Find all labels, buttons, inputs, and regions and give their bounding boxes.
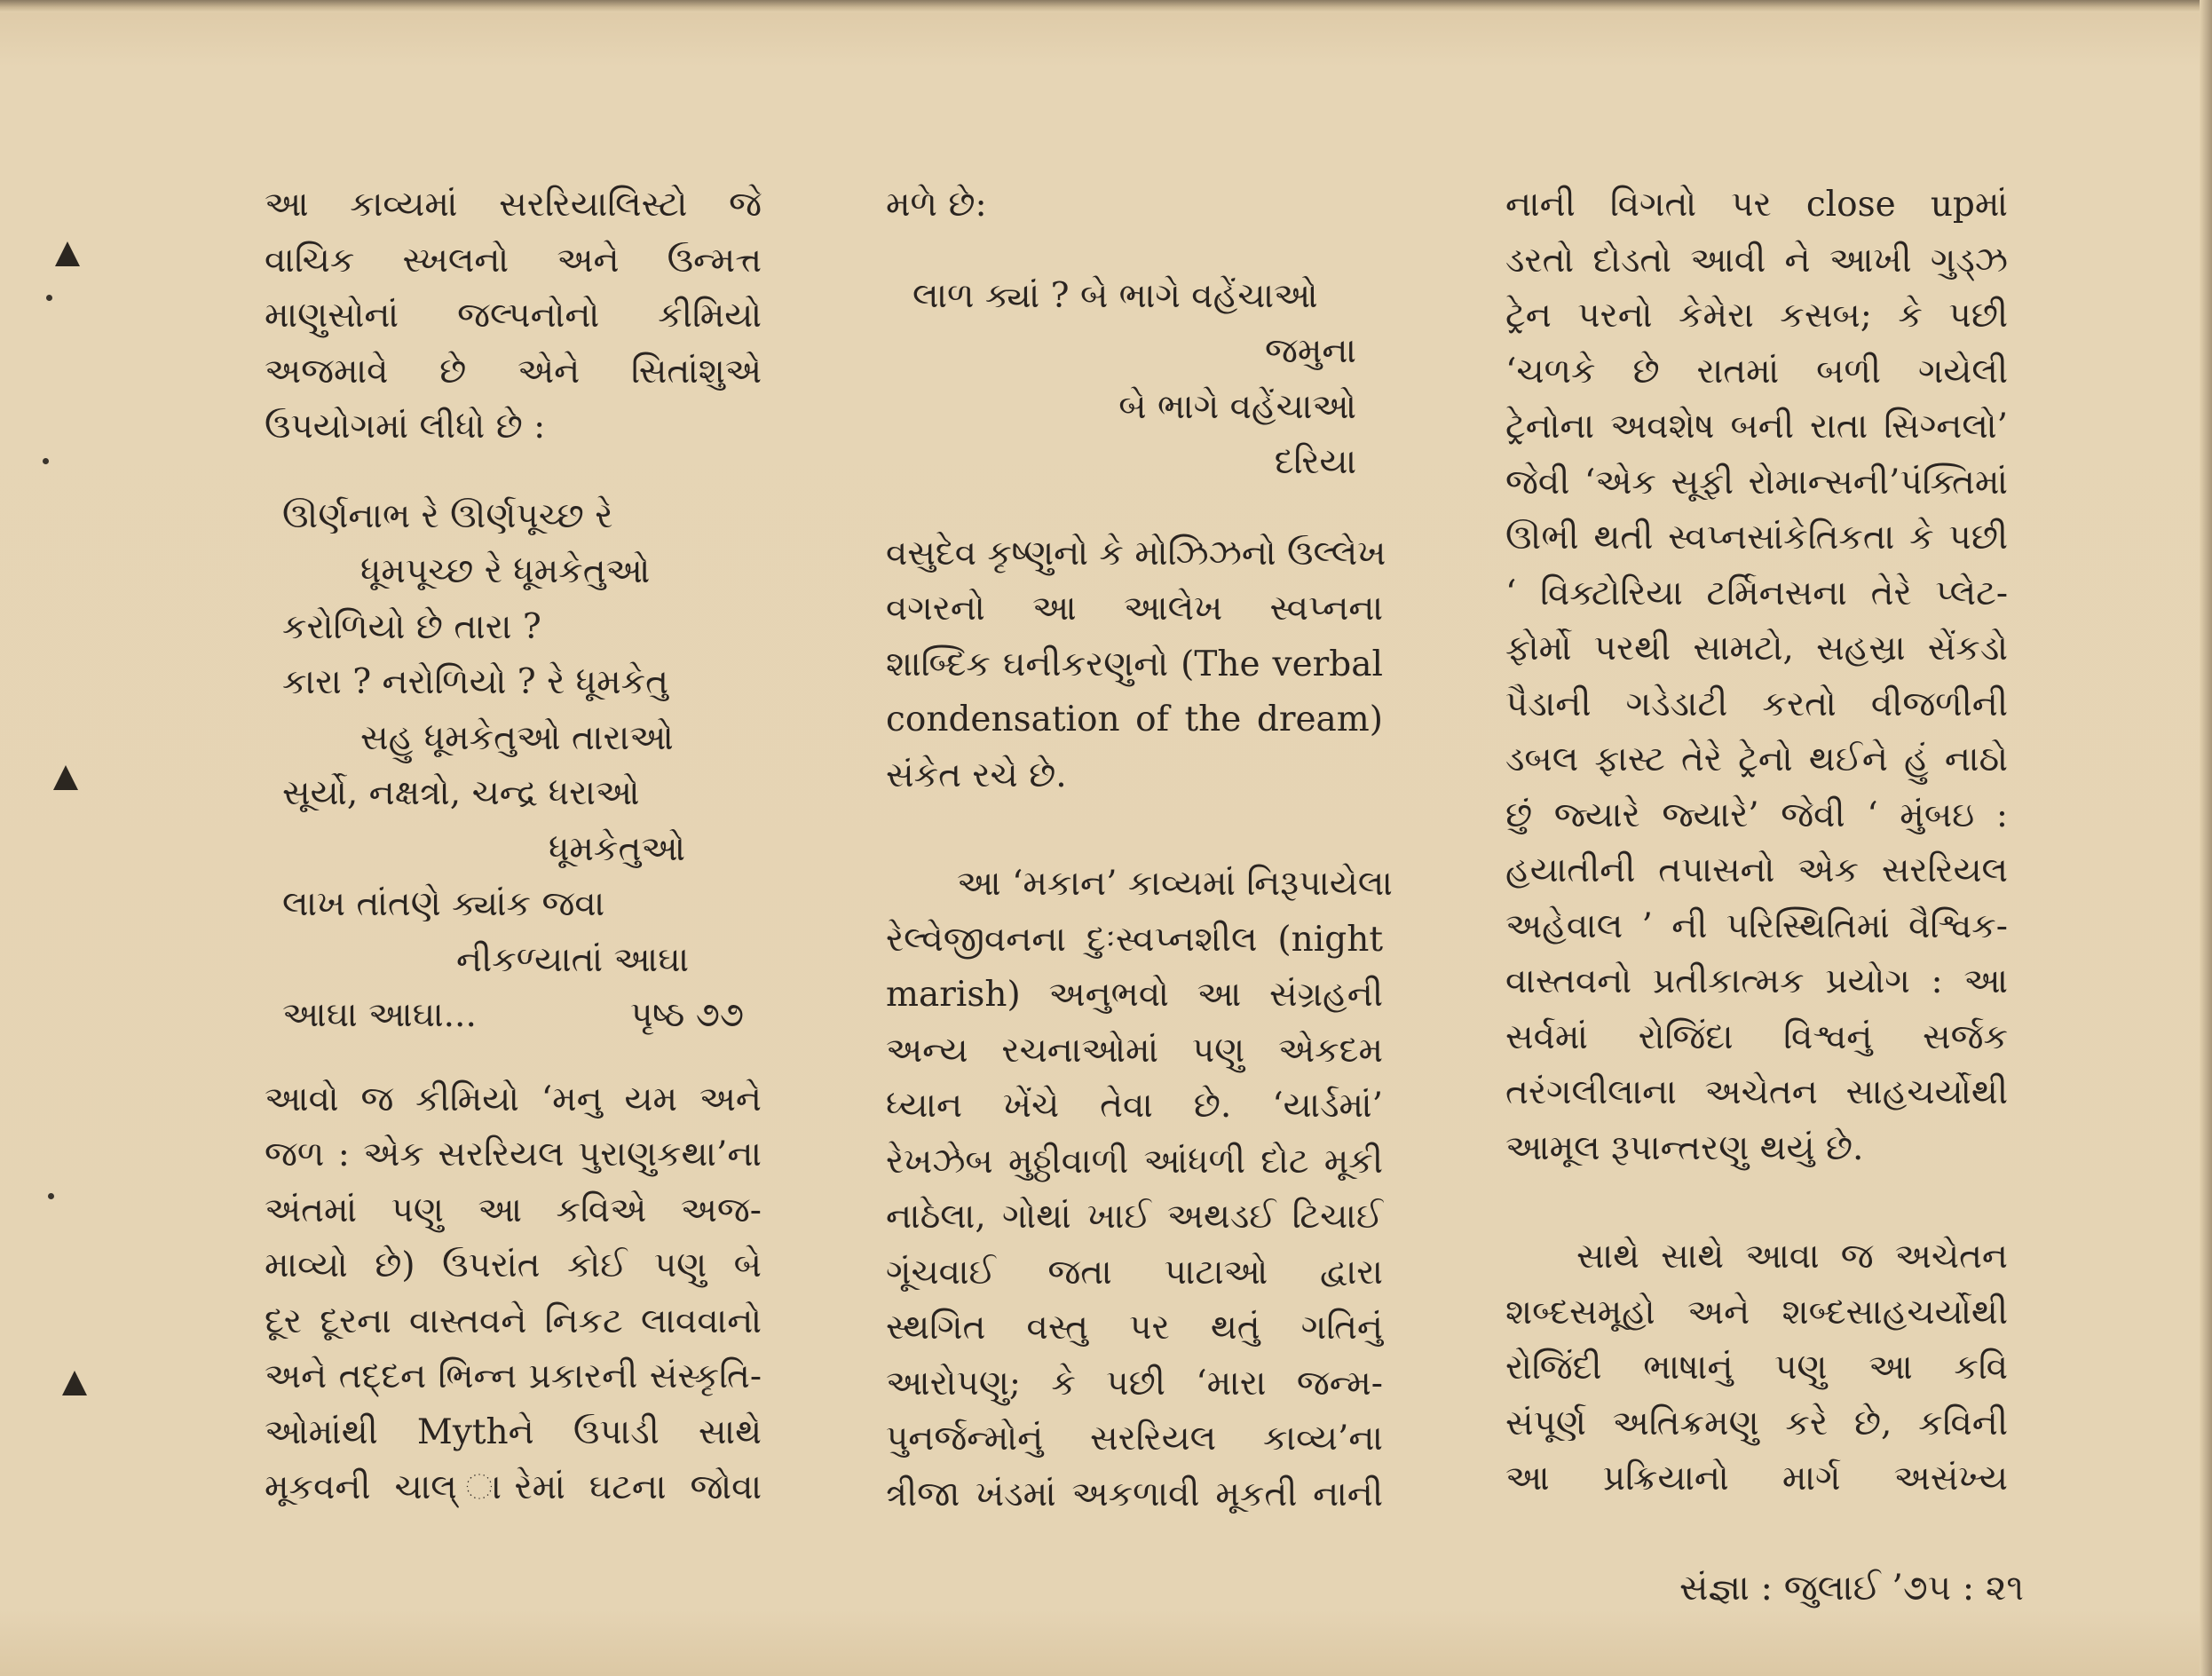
poem-line: બે ભાગે વહેંચાઓ: [1118, 386, 1356, 427]
text-line: જેવી ‘એક સૂફી રોમાન્સની’પંક્તિમાં: [1505, 462, 2008, 502]
text-line: અને તદ્દન ભિન્ન પ્રકારની સંસ્કૃતિ-: [265, 1356, 762, 1396]
text-line: રેખઝેબ મુઠ્ઠીવાળી આંધળી દોટ મૂકી: [886, 1141, 1383, 1182]
text-line: આરોપણુ; કે પછી ‘મારા જન્મ-: [886, 1363, 1383, 1403]
text-line: મૂકવની ચાલ્ ારેમાં ઘટના જોવા: [265, 1467, 762, 1507]
margin-dot: [48, 1193, 54, 1199]
text-line: ફોર્મો પરથી સામટો, સહસ્રા સેંકડો: [1505, 628, 2008, 668]
page-right-edge: [2200, 0, 2212, 1676]
page-top-edge: [0, 0, 2212, 12]
margin-dot: [43, 458, 49, 464]
text-line: ‘ વિક્ટોરિયા ટર્મિનસના તેરે પ્લેટ-: [1505, 573, 2008, 613]
text-line: તરંગલીલાના અચેતન સાહચર્યોથી: [1505, 1072, 2008, 1112]
text-line: ડરતો દોડતો આવી ને આખી ગુડ્ઝ: [1505, 240, 2008, 281]
text-line: ‘ચળકે છે રાતમાં બળી ગયેલી: [1505, 351, 2008, 391]
right-paragraph-2: [1505, 1229, 2008, 1507]
text-line: અહેવાલ ’ ની પરિસ્થિતિમાં વૈશ્વિક-: [1505, 905, 2008, 946]
text-line: સર્વમાં રોજિંદા વિશ્વનું સર્જક: [1505, 1016, 2008, 1057]
text-line: નાઠેલા, ગોથાં ખાઈ અથડઈ ટિચાઈ: [886, 1197, 1383, 1237]
text-line: marish) અનુભવો આ સંગ્રહની: [886, 975, 1383, 1015]
column-middle: [886, 178, 1393, 1522]
binding-hole-mark: [62, 1371, 87, 1395]
text-line: ઉપયોગમાં લીધો છે :: [265, 407, 546, 447]
text-line: માવ્યો છે) ઉપરાંત કોઈ પણુ બે: [265, 1245, 762, 1285]
text-line: ઓમાંથી Mythને ઉપાડી સાથે: [265, 1411, 762, 1452]
left-intro-paragraph: [265, 178, 762, 455]
text-line: વાસ્તવનો પ્રતીકાત્મક પ્રયોગ : આ: [1505, 961, 2008, 1001]
text-line: સ્થગિત વસ્તુ પર થતું ગતિનું: [886, 1308, 1383, 1348]
text-line: condensation of the dream): [886, 700, 1383, 739]
text-line: ટ્રેનોના અવશેષ બની રાતા સિગ્નલો’: [1505, 407, 2008, 447]
text-line: સંકેત રચે છે.: [886, 755, 1067, 795]
text-line: આ કાવ્યમાં સરરિયાલિસ્ટો જે: [265, 185, 762, 225]
text-line: માણુસોનાં જલ્પનોનો કીમિયો: [265, 296, 762, 336]
text-line: વગરનો આ આલેખ સ્વપ્નના: [886, 589, 1383, 628]
middle-poem-quote: [912, 269, 1383, 491]
text-line: સંપૂર્ણ અતિક્રમણુ કરે છે, કવિની: [1505, 1403, 2008, 1443]
column-right: [1505, 178, 2008, 1507]
text-line: ધ્યાન ખેંચે તેવા છે. ‘યાર્ડમાં’: [886, 1086, 1383, 1126]
text-line: હયાતીની તપાસનો એક સરરિયલ: [1505, 850, 2008, 890]
text-line: અજમાવે છે એને સિતાંશુએ: [265, 351, 762, 391]
text-line: નાની વિગતો પર close upમાં: [1505, 185, 2008, 225]
poem-line: ધૂમપૂચ્છ રે ધૂમકેતુઓ: [360, 551, 651, 591]
page-reference: પૃષ્ઠ ૭૭: [630, 995, 744, 1035]
text-line: ઊભી થતી સ્વપ્નસાંકેતિકતા કે પછી: [1505, 518, 2008, 557]
text-line: ટ્રેન પરનો કેમેરા કસબ; કે પછી: [1505, 296, 2008, 336]
binding-hole-mark: [53, 765, 78, 790]
binding-hole-mark: [55, 241, 80, 266]
text-line: આમૂલ રૂપાન્તરણુ થયું છે.: [1505, 1127, 1864, 1168]
text-line: પૈડાની ગડેડાટી કરતો વીજળીની: [1505, 684, 2008, 724]
text-line: દૂર દૂરના વાસ્તવને નિકટ લાવવાનો: [265, 1300, 762, 1341]
poem-line: નીકળ્યાતાં આઘા: [456, 939, 690, 980]
poem-last-line: [282, 988, 762, 1044]
poem-line: ધૂમકેતુઓ: [549, 828, 685, 869]
margin-dot: [46, 295, 52, 301]
poem-line: દરિયા: [1274, 442, 1356, 482]
text-line: વાચિક સ્ખલનો અને ઉન્મત્ત: [265, 240, 762, 281]
text-line: ગૂંચવાઈ જતા પાટાઓ દ્વારા: [886, 1252, 1383, 1293]
poem-line: લાખ તાંતણે ક્યાંક જવા: [282, 884, 605, 924]
middle-lead: [886, 178, 1383, 233]
text-line: મળે છે:: [886, 185, 987, 225]
text-line: અંતમાં પણુ આ કવિએ અજ-: [265, 1190, 762, 1230]
text-line: આ પ્રક્રિયાનો માર્ગ અસંખ્ય: [1505, 1459, 2008, 1498]
text-line: શાબ્દિક ઘનીકરણુનો (The verbal: [886, 644, 1383, 684]
text-line: આવો જ કીમિયો ‘મનુ યમ અને: [265, 1079, 762, 1119]
text-line: જળ : એક સરરિયલ પુરાણુકથા’ના: [265, 1134, 762, 1174]
text-line: રેલ્વેજીવનના દુઃસ્વપ્નશીલ (night: [886, 919, 1383, 960]
poem-line: કરોળિયો છે તારા ?: [282, 606, 541, 647]
text-line: છું જ્યારે જ્યારે’ જેવી ‘ મુંબઇ :: [1505, 795, 2008, 835]
poem-line: સહુ ધૂમકેતુઓ તારાઓ: [360, 717, 674, 758]
poem-line: આઘા આઘા...: [282, 995, 477, 1035]
middle-paragraph-1: [886, 526, 1386, 804]
text-line: રોજિંદી ભાષાનું પણુ આ કવિ: [1505, 1348, 2008, 1387]
text-line: આ ‘મકાન’ કાવ્યમાં નિરૂપાયેલા: [957, 864, 1393, 904]
poem-line: ઊર્ણનાભ રે ઊર્ણપૂચ્છ રે: [282, 495, 613, 536]
text-line: વસુદેવ કૃષ્ણુનો કે મોઝિઝનો ઉલ્લેખ: [886, 533, 1386, 573]
poem-line: લાળ ક્યાં ? બે ભાગે વહેંચાઓ: [912, 275, 1318, 316]
left-body-paragraph: [265, 1072, 762, 1516]
right-paragraph-1: [1505, 178, 2008, 1176]
text-line: ત્રીજા ખંડમાં અકળાવી મૂકતી નાની: [886, 1474, 1383, 1514]
text-line: સાથે સાથે આવા જ અચેતન: [1576, 1237, 2008, 1277]
column-left: [265, 178, 762, 1516]
poem-line: જમુના: [1264, 331, 1356, 371]
text-line: શબ્દસમૂહો અને શબ્દસાહચર્યોથી: [1505, 1292, 2008, 1332]
text-line: અન્ય રચનાઓમાં પણુ એકદમ: [886, 1030, 1383, 1071]
text-line: ડબલ ફાસ્ટ તેરે ટ્રેનો થઈને હું નાઠો: [1505, 739, 2008, 779]
middle-paragraph-2: [886, 857, 1393, 1522]
left-poem-quote: [282, 489, 762, 1044]
poem-line: કારા ? નરોળિયો ? રે ધૂમકેતુ: [282, 662, 668, 702]
page-footer: સંજ્ઞા : જુલાઈ ’૭૫ : ૨૧: [1679, 1568, 2024, 1609]
text-line: પુનર્જન્મોનું સરરિયલ કાવ્ય’ના: [886, 1419, 1383, 1459]
poem-line: સૂર્યો, નક્ષત્રો, ચન્દ્ર ધરાઓ: [282, 773, 640, 813]
